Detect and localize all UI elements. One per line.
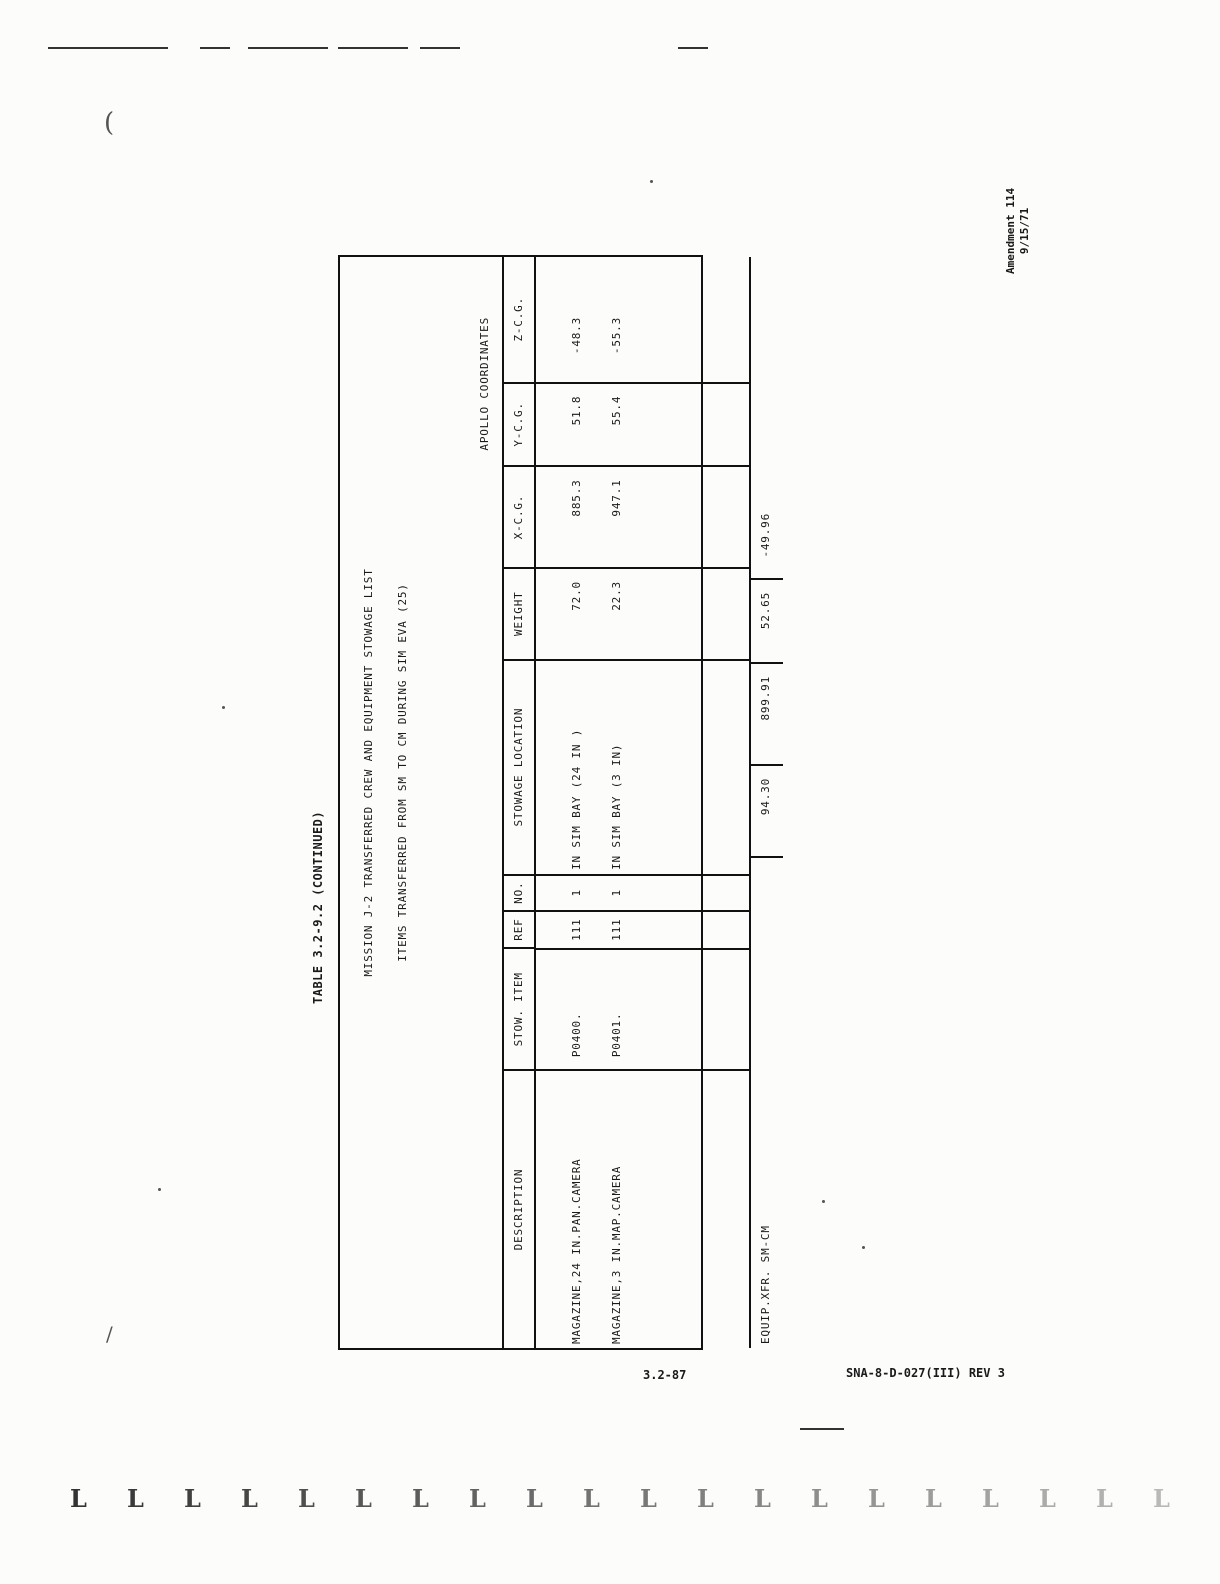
column-header-description: DESCRIPTION	[504, 1069, 534, 1348]
table-row-no: 1	[570, 889, 583, 897]
no-cell	[536, 874, 749, 910]
scan-artifact	[650, 180, 653, 183]
table-row-description: MAGAZINE,24 IN.PAN.CAMERA	[570, 1158, 583, 1344]
scan-artifact: (	[104, 108, 115, 138]
column-header-z-cg: Z-C.G.	[512, 297, 525, 342]
total-z-cg: -49.96	[759, 513, 772, 558]
scan-artifact	[248, 47, 328, 49]
scan-mark: L	[982, 1484, 999, 1513]
amendment-date: 9/15/71	[1018, 207, 1031, 255]
table-row-z-cg: -55.3	[610, 316, 623, 355]
scan-artifact	[338, 47, 408, 49]
scan-mark: L	[127, 1484, 144, 1513]
description-cell	[536, 1069, 749, 1348]
scan-artifact	[678, 47, 708, 49]
scan-artifact: /	[106, 1322, 113, 1346]
scan-artifact	[862, 1246, 865, 1249]
scan-edge-marks	[70, 1484, 1170, 1514]
total-weight: 94.30	[751, 764, 783, 856]
table-row-y-cg: 51.8	[570, 395, 583, 426]
scan-mark: L	[184, 1484, 201, 1513]
table-row-x-cg: 947.1	[610, 479, 623, 517]
scan-mark: L	[355, 1484, 372, 1513]
table-row-stow-item: P0400.	[570, 1012, 583, 1058]
scan-artifact	[48, 47, 168, 49]
table-row-location: IN SIM BAY (24 IN )	[570, 728, 583, 870]
stow-item-cell	[536, 948, 749, 1070]
table-row-stow-item: P0401.	[610, 1012, 623, 1058]
scan-mark: L	[1153, 1484, 1170, 1513]
scan-artifact	[158, 1188, 161, 1191]
scan-mark: L	[583, 1484, 600, 1513]
scan-mark: L	[298, 1484, 315, 1513]
scan-artifact	[822, 1200, 825, 1203]
column-header-stowage-location: STOWAGE LOCATION	[504, 659, 534, 874]
page-number: 3.2-87	[643, 1368, 687, 1382]
scan-artifact	[222, 706, 225, 709]
table-row-location: IN SIM BAY (3 IN)	[610, 743, 623, 870]
table-row-weight: 22.3	[610, 581, 623, 611]
scan-mark: L	[1096, 1484, 1113, 1513]
table-row-weight: 72.0	[570, 581, 583, 611]
scan-mark: L	[925, 1484, 942, 1513]
z-cg-cell	[536, 257, 749, 382]
scan-artifact	[800, 1428, 844, 1430]
stowage-location-cell	[536, 659, 749, 874]
total-x-cg: 899.91	[751, 662, 783, 764]
scan-mark: L	[1039, 1484, 1056, 1513]
table-heading-line-2: ITEMS TRANSFERRED FROM SM TO CM DURING SIM EVA (25)	[396, 583, 409, 962]
scan-artifact	[420, 47, 460, 49]
document-id: SNA-8-D-027(III) REV 3	[846, 1366, 1005, 1380]
column-header-y-cg: Y-C.G.	[504, 382, 534, 466]
table-row-ref: 111	[570, 918, 583, 941]
scan-mark: L	[241, 1484, 258, 1513]
column-header-row	[504, 257, 536, 1348]
table-heading	[340, 257, 504, 1348]
total-y-cg: 52.65	[751, 578, 783, 662]
y-cg-cell	[536, 382, 749, 466]
column-header-stow-item: STOW. ITEM	[504, 947, 534, 1069]
scan-mark: L	[754, 1484, 771, 1513]
column-header-no: NO.	[504, 874, 534, 910]
ref-cell	[536, 910, 749, 948]
scan-mark: L	[640, 1484, 657, 1513]
column-header-ref: REF	[504, 910, 534, 948]
scan-mark: L	[868, 1484, 885, 1513]
scan-mark: L	[70, 1484, 87, 1513]
stowage-table	[338, 255, 772, 1350]
total-row	[751, 257, 783, 1348]
amendment-number: Amendment 114	[1004, 187, 1017, 274]
table-row-z-cg: -48.3	[570, 316, 583, 355]
table-row-y-cg: 55.4	[610, 395, 623, 426]
coordinates-group-label: APOLLO COORDINATES	[478, 317, 491, 451]
table-row-ref: 111	[610, 918, 623, 941]
scan-mark: L	[412, 1484, 429, 1513]
stowage-table-rotated	[338, 255, 772, 1350]
scan-mark: L	[811, 1484, 828, 1513]
table-row-x-cg: 885.3	[570, 479, 583, 517]
column-header-x-cg: X-C.G.	[504, 465, 534, 567]
total-label: EQUIP.XFR. SM-CM	[751, 856, 783, 1348]
amendment-note	[1004, 188, 1032, 274]
table-title: TABLE 3.2-9.2 (CONTINUED)	[311, 810, 325, 1004]
table-heading-line-1: MISSION J-2 TRANSFERRED CREW AND EQUIPMENT STOWAGE LIST	[362, 568, 375, 977]
table-row-no: 1	[610, 889, 623, 897]
table-data-block	[536, 257, 751, 1348]
weight-cell	[536, 567, 749, 659]
column-header-weight: WEIGHT	[504, 567, 534, 659]
scan-artifact	[200, 47, 230, 49]
scan-mark: L	[526, 1484, 543, 1513]
table-row-description: MAGAZINE,3 IN.MAP.CAMERA	[610, 1165, 623, 1344]
scan-mark: L	[469, 1484, 486, 1513]
x-cg-cell	[536, 465, 749, 567]
scan-mark: L	[697, 1484, 714, 1513]
